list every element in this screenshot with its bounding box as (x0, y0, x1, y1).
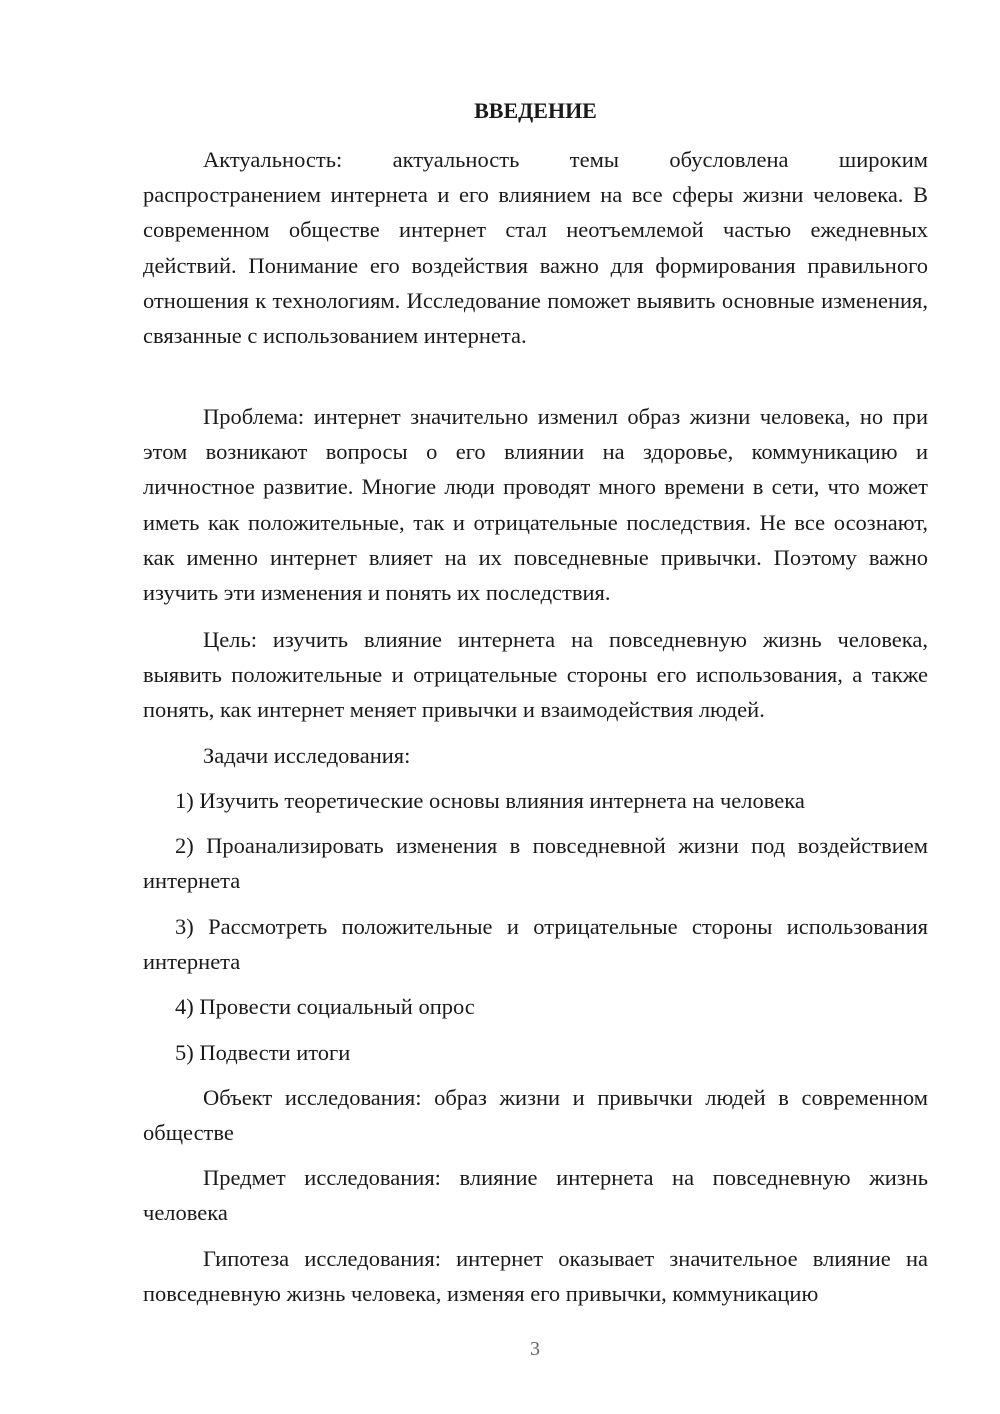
relevance-paragraph: Актуальность: актуальность темы обусловлена широким распространением интернета и его влиянием на все сферы жизни человека. В современном обществе интернет стал неотъемлемой частью ежедневных действий. Понимание его воздействия важно для формирования правильного отношения к технологиям. Исследование поможет выявить основные изменения, связанные с использованием интернета. (143, 147, 928, 349)
hypothesis-paragraph: Гипотеза исследования: интернет оказывает значительное влияние на повседневную жизнь человека, изменяя его привычки, коммуникацию (143, 1246, 928, 1307)
task-item-3: 3) Рассмотреть положительные и отрицательные стороны использования интернета (143, 914, 928, 975)
section-heading: ВВЕДЕНИЕ (474, 98, 597, 123)
problem-paragraph: Проблема: интернет значительно изменил образ жизни человека, но при этом возникают вопросы о его влиянии на здоровье, коммуникацию и личностное развитие. Многие люди проводят много времени в сети, что может иметь как положительные, так и отрицательные последствия. Не все осознают, как именно интернет влияет на их повседневные привычки. Поэтому важно изучить эти изменения и понять их последствия. (143, 404, 928, 606)
page-number: 3 (530, 1338, 540, 1360)
task-item-4: 4) Провести социальный опрос (175, 994, 475, 1019)
task-item-1: 1) Изучить теоретические основы влияния интернета на человека (175, 788, 805, 813)
subject-paragraph: Предмет исследования: влияние интернета на повседневную жизнь человека (143, 1165, 928, 1226)
goal-paragraph: Цель: изучить влияние интернета на повседневную жизнь человека, выявить положительные и отрицательные стороны его использования, а также понять, как интернет меняет привычки и взаимодействия людей. (143, 627, 928, 723)
task-item-5: 5) Подвести итоги (175, 1040, 351, 1065)
tasks-title: Задачи исследования: (203, 743, 411, 768)
task-item-2: 2) Проанализировать изменения в повседневной жизни под воздействием интернета (143, 833, 928, 894)
object-paragraph: Объект исследования: образ жизни и привычки людей в современном обществе (143, 1085, 928, 1146)
